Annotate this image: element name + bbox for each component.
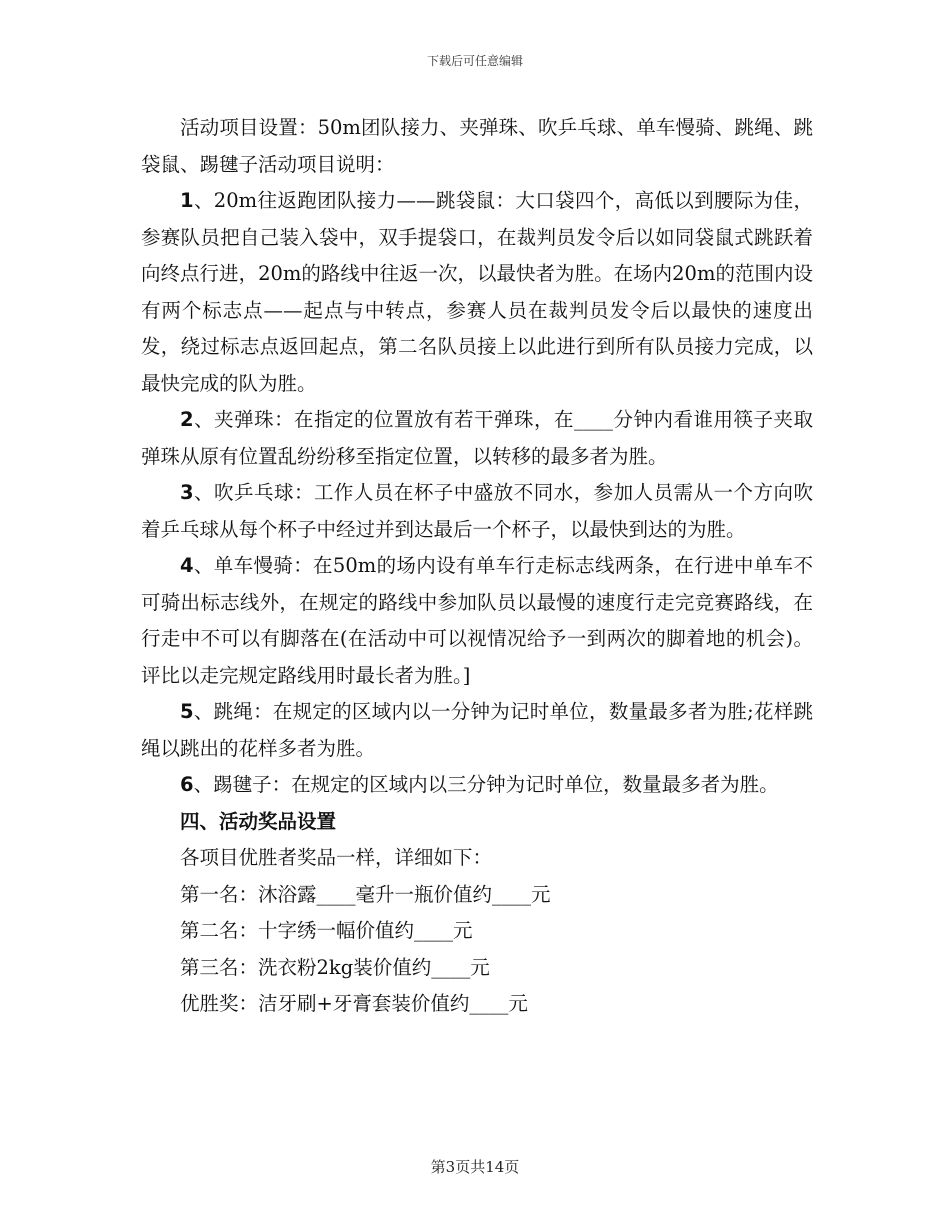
item-text: 、夹弹珠：在指定的位置放有若干弹珠，在____分钟内看谁用筷子夹取弹珠从原有位置乱纷纷移至指定位置，以转移的最多者为胜。	[141, 408, 813, 468]
activity-item-6	[141, 767, 813, 804]
item-text: 、单车慢骑：在50m的场内设有单车行走标志线两条，在行进中单车不可骑出标志线外，在规定的路线中参加队员以最慢的速度行走完竞赛路线，在行走中不可以有脚落在(在活动中可以视情况给予一到两次的脚着地的机会)。评比以走完规定路线用时最长者为胜。]	[141, 554, 813, 687]
prize-line: 第一名：沐浴露____毫升一瓶价值约____元	[180, 882, 551, 906]
activity-item-1	[141, 183, 813, 402]
page-footer: 第3页共14页	[430, 1158, 520, 1176]
item-number: 3	[180, 481, 194, 504]
prize-line: 优胜奖：洁牙刷+牙膏套装价值约____元	[180, 992, 528, 1015]
activity-item-2	[141, 402, 813, 475]
item-text: 、跳绳：在规定的区域内以一分钟为记时单位，数量最多者为胜;花样跳绳以跳出的花样多者为胜。	[141, 700, 813, 760]
activity-item-5	[141, 694, 813, 767]
prize-line: 第二名：十字绣一幅价值约____元	[180, 919, 473, 942]
document-body	[141, 110, 813, 1023]
item-text: 、吹乒乓球：工作人员在杯子中盛放不同水，参加人员需从一个方向吹着乒乓球从每个杯子中经过并到达最后一个杯子，以最快到达的为胜。	[141, 481, 813, 541]
page-header: 下载后可任意编辑	[426, 54, 523, 68]
section-heading: 四、活动奖品设置	[180, 809, 337, 833]
activity-item-4	[141, 548, 813, 694]
activity-intro: 活动项目设置：50m团队接力、夹弹珠、吹乒乓球、单车慢骑、跳绳、跳袋鼠、踢毽子活动项目说明：	[141, 116, 813, 176]
activity-item-3	[141, 475, 813, 548]
prize-line: 第三名：洗衣粉2kg装价值约____元	[180, 955, 490, 979]
item-text: 、20m往返跑团队接力——跳袋鼠：大口袋四个，高低以到腰际为佳，参赛队员把自己装入袋中，双手提袋口，在裁判员发令后以如同袋鼠式跳跃着向终点行进，20m的路线中往返一次，以最快者为胜。在场内20m的范围内设有两个标志点——起点与中转点，参赛人员在裁判员发令后以最快的速度出发，绕过标志点返回起点，第二名队员接上以此进行到所有队员接力完成，以最快完成的队为胜。	[141, 189, 813, 395]
item-number: 6	[180, 773, 194, 796]
item-text: 、踢毽子：在规定的区域内以三分钟为记时单位，数量最多者为胜。	[193, 773, 779, 796]
item-number: 2	[180, 408, 194, 431]
item-number: 5	[180, 700, 194, 723]
item-number: 4	[180, 554, 194, 577]
item-number: 1	[180, 189, 194, 212]
prize-intro: 各项目优胜者奖品一样，详细如下：	[180, 846, 493, 869]
